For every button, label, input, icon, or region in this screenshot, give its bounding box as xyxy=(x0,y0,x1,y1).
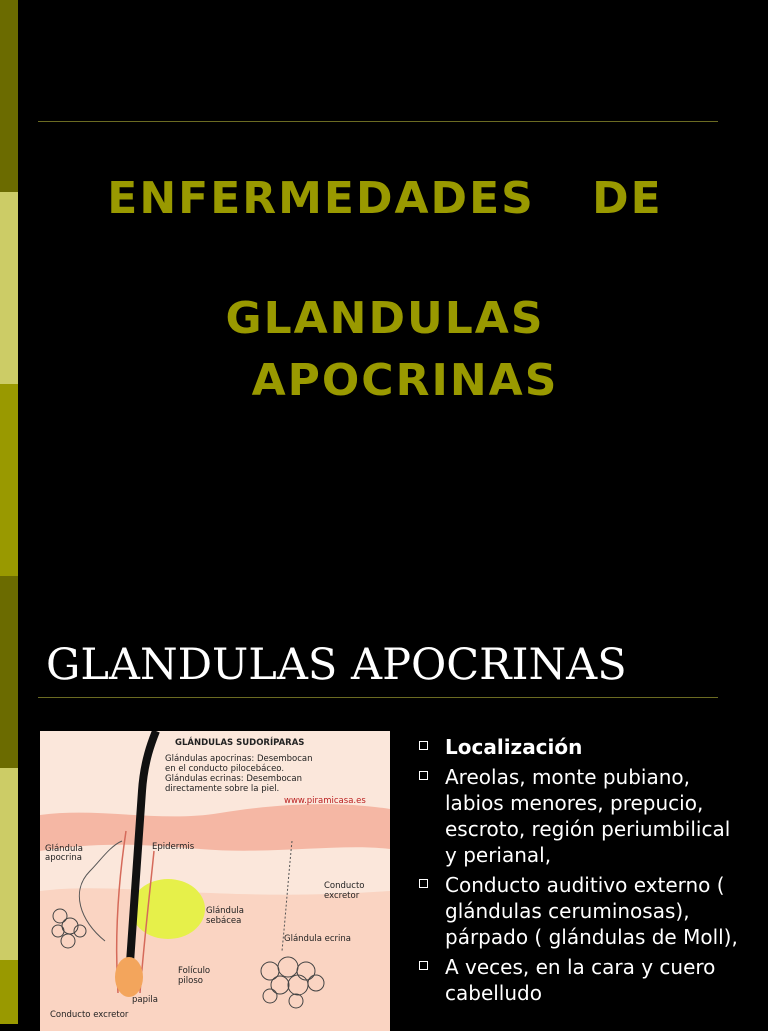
square-bullet-icon xyxy=(419,741,428,750)
label-glandula-sebacea: Glándula xyxy=(206,906,244,916)
label-glandula-sebacea: sebácea xyxy=(206,916,242,926)
sweat-glands-diagram xyxy=(40,731,390,1031)
bullet-list xyxy=(418,734,748,1010)
label-glandula-ecrina: Glándula ecrina xyxy=(284,934,351,944)
side-stripe-segment xyxy=(0,0,18,192)
side-stripe-segment xyxy=(0,384,18,512)
figure-desc-line: directamente sobre la piel. xyxy=(165,784,280,794)
slide-title-line3: APOCRINAS xyxy=(251,355,559,406)
label-papila: papila xyxy=(132,995,158,1005)
title-rule xyxy=(38,121,718,122)
bullet-item xyxy=(418,872,748,950)
slide-gap xyxy=(0,512,768,576)
label-conducto-excretor-bottom: Conducto excretor xyxy=(50,1010,129,1020)
side-stripe-segment xyxy=(0,768,18,960)
label-foliculo-piloso: piloso xyxy=(178,976,203,986)
side-stripe-segment xyxy=(0,576,18,768)
label-glandula-apocrina: apocrina xyxy=(45,853,82,863)
side-stripe-segment xyxy=(0,192,18,384)
slide-title-line1: ENFERMEDADES DE xyxy=(107,173,663,224)
square-bullet-icon xyxy=(419,771,428,780)
bullet-text: Areolas, monte pubiano, labios menores, prepucio, escroto, región periumbilical y perianal, xyxy=(445,765,731,867)
bullet-item xyxy=(418,764,748,868)
title-rule xyxy=(38,697,718,698)
figure-heading: GLÁNDULAS SUDORÍPARAS xyxy=(175,738,305,748)
bullet-item xyxy=(418,734,748,760)
figure-desc-line: en el conducto pilocebáceo. xyxy=(165,764,285,774)
sweat-glands-figure xyxy=(40,731,390,1031)
label-epidermis: Epidermis xyxy=(152,842,195,852)
figure-desc-line: Glándulas ecrinas: Desembocan xyxy=(165,774,302,784)
side-stripe-segment xyxy=(0,960,18,1024)
slide-2-title: GLANDULAS APOCRINAS xyxy=(46,640,627,690)
label-glandula-apocrina: Glándula xyxy=(45,844,83,854)
bullet-text: Localización xyxy=(445,735,583,759)
slide-1 xyxy=(0,0,768,512)
square-bullet-icon xyxy=(419,879,428,888)
bullet-text: A veces, en la cara y cuero cabelludo xyxy=(445,955,716,1005)
bullet-item xyxy=(418,954,748,1006)
figure-source: www.piramicasa.es xyxy=(284,796,366,806)
figure-desc-line: Glándulas apocrinas: Desembocan xyxy=(165,754,313,764)
side-stripe-segment xyxy=(0,512,18,576)
bullet-text: Conducto auditivo externo ( glándulas ceruminosas), párpado ( glándulas de Moll), xyxy=(445,873,738,949)
label-foliculo-piloso: Folículo xyxy=(178,966,211,976)
slide-title-line2: GLANDULAS xyxy=(225,293,545,344)
square-bullet-icon xyxy=(419,961,428,970)
label-conducto-excretor: excretor xyxy=(324,891,360,901)
label-conducto-excretor: Conducto xyxy=(324,881,365,891)
